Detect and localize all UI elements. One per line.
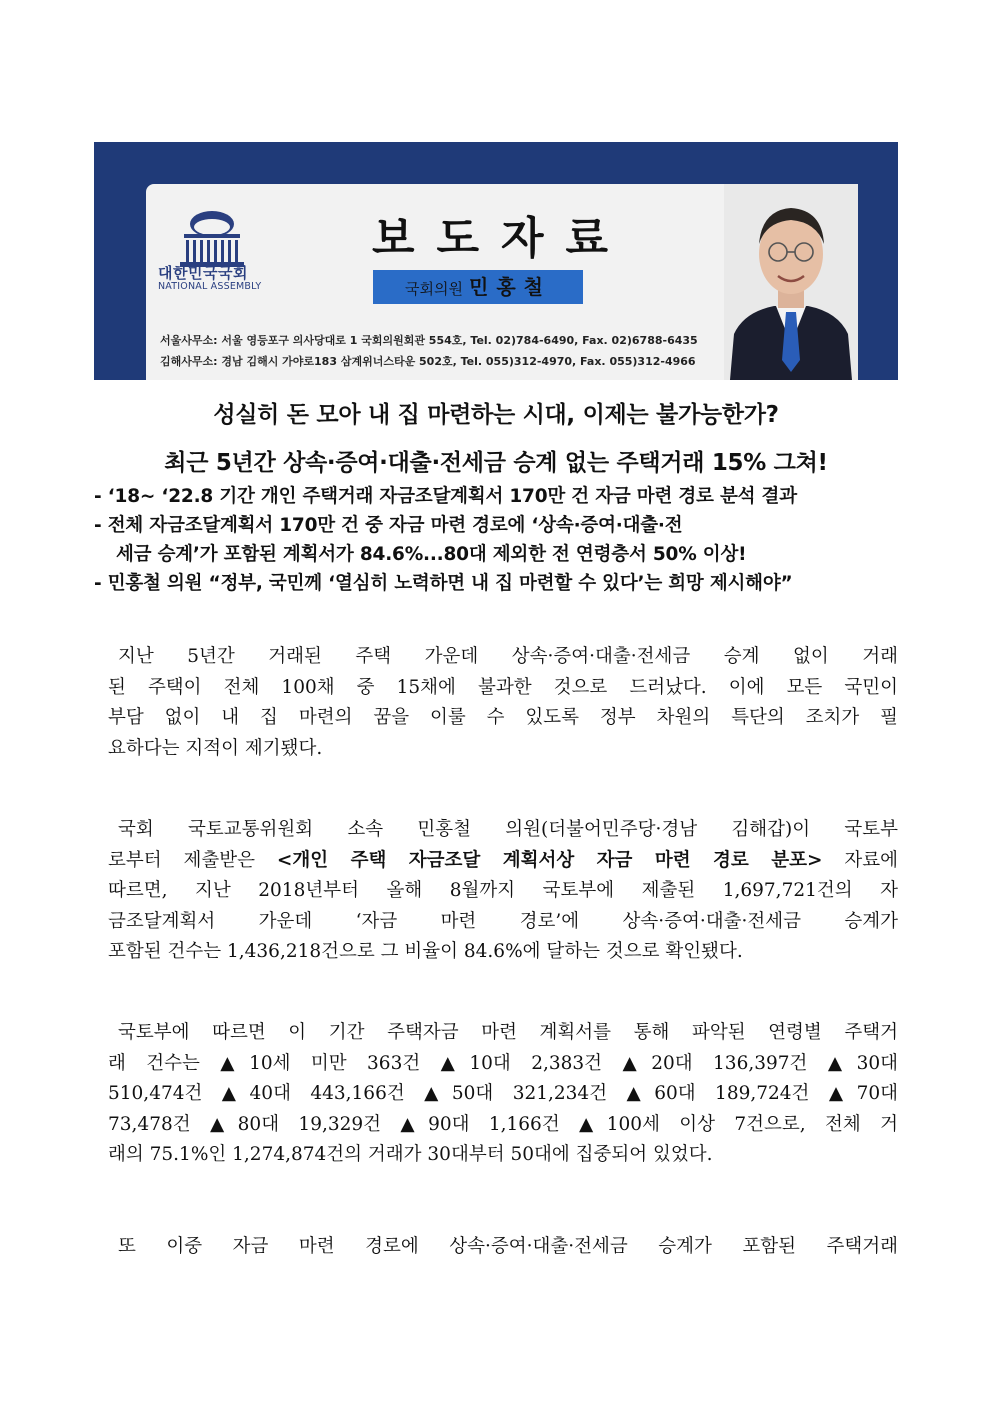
paragraph-line: 요하다는 지적이 제기됐다. <box>108 737 323 759</box>
body-paragraph-1 <box>108 642 898 764</box>
member-name: 민홍철 <box>469 275 551 299</box>
banner-panel <box>146 184 858 380</box>
paragraph-line: 국회 국토교통위원회 소속 민홍철 의원(더불어민주당·경남 김해갑)이 국토부 <box>118 819 898 840</box>
source-document-title: <개인 주택 자금조달 계획서상 자금 마련 경로 분포> <box>276 849 823 871</box>
press-release-banner <box>94 142 898 380</box>
headline-line-2: 최근 5년간 상속·증여·대출·전세금 승계 없는 주택거래 15% 그쳐! <box>164 450 828 476</box>
paragraph-line: 된 주택이 전체 100채 중 15채에 불과한 것으로 드러났다. 이에 모든 국민이 <box>108 676 898 698</box>
seoul-office-address: 서울사무소: 서울 영등포구 의사당대로 1 국회의원회관 554호, Tel. 02)784-6490, Fax. 02)6788-6435 <box>160 334 698 347</box>
paragraph-line: 73,478건 ▲80대 19,329건 ▲90대 1,166건 ▲100세 이상 7건으로, 전체 거 <box>108 1113 898 1135</box>
summary-bullet: - 민홍철 의원 “정부, 국민께 ‘열심히 노력하면 내 집 마련할 수 있다’는 희망 제시해야” <box>94 573 793 594</box>
logo-english-text: NATIONAL ASSEMBLY <box>158 281 262 292</box>
member-prefix: 국회의원 <box>405 280 463 298</box>
paragraph-line <box>108 846 898 877</box>
paragraph-line: 래의 75.1%인 1,274,874건의 거래가 30대부터 50대에 집중되어 있었다. <box>108 1144 713 1166</box>
paragraph-line: 또 이중 자금 마련 경로에 상속·증여·대출·전세금 승계가 포함된 주택거래 <box>118 1236 898 1257</box>
paragraph-text: 로부터 제출받은 <box>108 849 277 871</box>
paragraph-line: 포함된 건수는 1,436,218건으로 그 비율이 84.6%에 달하는 것으로 확인됐다. <box>108 941 743 963</box>
summary-bullet: - 전체 자금조달계획서 170만 건 중 자금 마련 경로에 ‘상속·증여·대출·전 <box>94 515 683 536</box>
body-paragraph-4 <box>108 1232 898 1263</box>
summary-bullet: 세금 승계’가 포함된 계획서가 84.6%...80대 제외한 전 연령층서 50% 이상! <box>116 544 747 565</box>
body-paragraph-2 <box>108 815 898 968</box>
paragraph-line: 금조달계획서 가운데 ‘자금 마련 경로’에 상속·증여·대출·전세금 승계가 <box>108 910 898 932</box>
paragraph-line: 지난 5년간 거래된 주택 가운데 상속·증여·대출·전세금 승계 없이 거래 <box>118 646 898 667</box>
logo-korean-text: 대한민국국회 <box>158 264 248 282</box>
page-title: 보도자료 <box>372 213 631 264</box>
summary-bullet: - ‘18~ ‘22.8 기간 개인 주택거래 자금조달계획서 170만 건 자금 마련 경로 분석 결과 <box>94 486 797 507</box>
paragraph-line: 따르면, 지난 2018년부터 올해 8월까지 국토부에 제출된 1,697,721건의 자 <box>108 880 898 902</box>
paragraph-line: 부담 없이 내 집 마련의 꿈을 이룰 수 있도록 정부 차원의 특단의 조치가 필 <box>108 707 898 729</box>
gimhae-office-address: 김해사무소: 경남 김해시 가야로183 삼계위너스타운 502호, Tel. 055)312-4970, Fax. 055)312-4966 <box>160 355 696 368</box>
member-badge <box>373 270 583 304</box>
paragraph-text: 자료에 <box>822 849 899 871</box>
paragraph-line: 510,474건 ▲40대 443,166건 ▲50대 321,234건 ▲60대 189,724건 ▲70대 <box>108 1083 898 1105</box>
paragraph-line: 국토부에 따르면 이 기간 주택자금 마련 계획서를 통해 파악된 연령별 주택거 <box>118 1022 898 1043</box>
headline-line-1: 성실히 돈 모아 내 집 마련하는 시대, 이제는 불가능한가? <box>213 402 779 428</box>
paragraph-line: 래 건수는 ▲10세 미만 363건 ▲10대 2,383건 ▲20대 136,397건 ▲30대 <box>108 1052 898 1074</box>
summary-bullets <box>94 482 904 598</box>
member-portrait <box>724 184 858 380</box>
body-paragraph-3 <box>108 1018 898 1171</box>
